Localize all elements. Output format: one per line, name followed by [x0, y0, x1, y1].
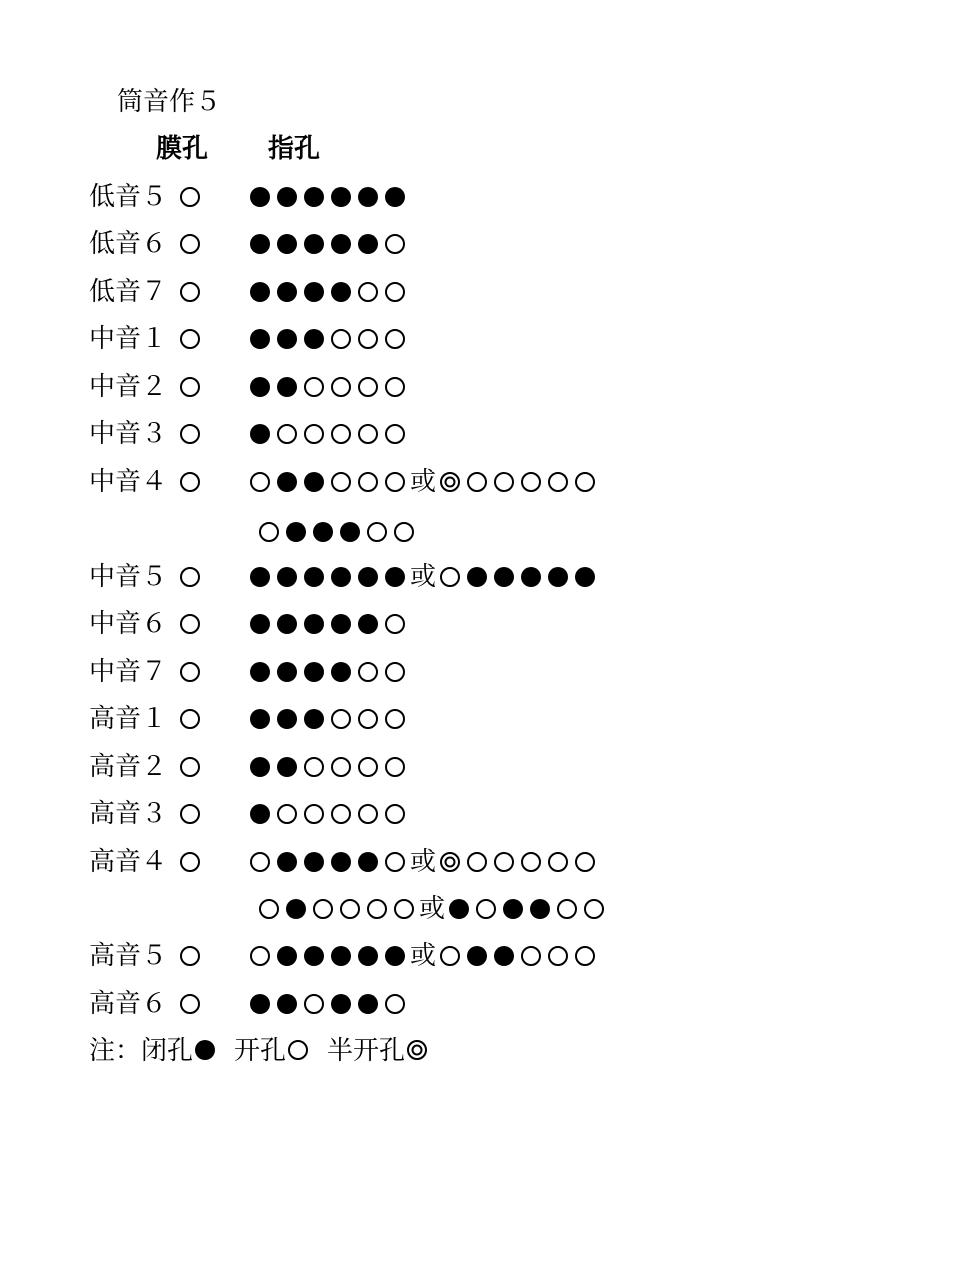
half-open-hole-icon: [438, 470, 462, 494]
note-name: 高音６: [89, 989, 168, 1019]
open-hole-icon: [383, 280, 407, 304]
closed-hole-icon: [275, 280, 299, 304]
open-hole-icon: [178, 422, 202, 446]
closed-hole-icon: [302, 944, 326, 968]
open-hole-icon: [519, 470, 543, 494]
closed-hole-icon: [501, 897, 525, 921]
closed-hole-icon: [465, 944, 489, 968]
open-hole-icon: [329, 470, 353, 494]
finger-holes: [248, 179, 410, 215]
closed-hole-icon: [492, 944, 516, 968]
open-hole-icon: [178, 232, 202, 256]
finger-holes: [248, 844, 600, 880]
open-hole-icon: [438, 565, 462, 589]
open-hole-icon: [329, 375, 353, 399]
finger-holes: [248, 986, 410, 1022]
chart-title: 筒音作５: [117, 87, 222, 117]
closed-hole-icon: [356, 565, 380, 589]
open-hole-icon: [311, 897, 335, 921]
open-hole-icon: [546, 850, 570, 874]
closed-hole-icon: [275, 707, 299, 731]
note-name: 高音２: [89, 752, 168, 782]
open-hole-icon: [492, 470, 516, 494]
closed-hole-icon: [248, 755, 272, 779]
finger-holes: [248, 369, 410, 405]
open-hole-icon: [178, 944, 202, 968]
finger-holes: [248, 226, 410, 262]
closed-hole-icon: [528, 897, 552, 921]
finger-holes: [248, 559, 600, 595]
closed-hole-icon: [356, 944, 380, 968]
closed-hole-icon: [329, 185, 353, 209]
open-hole-icon: [302, 755, 326, 779]
closed-hole-icon: [447, 897, 471, 921]
open-hole-icon: [383, 707, 407, 731]
membrane-hole: [178, 375, 202, 399]
closed-hole-icon: [275, 944, 299, 968]
legend-prefix: 注：: [89, 1036, 142, 1066]
open-hole-icon: [383, 612, 407, 636]
finger-holes: [257, 891, 609, 927]
closed-hole-icon: [573, 565, 597, 589]
open-hole-icon: [329, 327, 353, 351]
open-hole-icon: [383, 327, 407, 351]
note-name: 中音２: [89, 372, 168, 402]
open-hole-icon: [302, 802, 326, 826]
open-hole-icon: [356, 755, 380, 779]
half-open-hole-icon: [438, 850, 462, 874]
open-hole-icon: [519, 944, 543, 968]
finger-holes: [257, 514, 419, 550]
open-hole-icon: [573, 470, 597, 494]
open-hole-icon: [178, 280, 202, 304]
open-hole-icon: [356, 280, 380, 304]
open-hole-icon: [286, 1038, 310, 1062]
open-hole-icon: [573, 944, 597, 968]
closed-hole-icon: [275, 612, 299, 636]
membrane-hole: [178, 707, 202, 731]
open-hole-icon: [383, 755, 407, 779]
membrane-hole: [178, 232, 202, 256]
or-separator: 或: [410, 562, 437, 592]
open-hole-icon: [178, 185, 202, 209]
closed-hole-icon: [311, 520, 335, 544]
open-hole-icon: [178, 660, 202, 684]
closed-hole-icon: [356, 992, 380, 1016]
open-hole-icon: [178, 850, 202, 874]
open-hole-icon: [329, 707, 353, 731]
finger-holes: [248, 416, 410, 452]
open-hole-icon: [392, 897, 416, 921]
membrane-hole: [178, 612, 202, 636]
finger-holes: [248, 321, 410, 357]
closed-hole-icon: [275, 850, 299, 874]
closed-hole-icon: [546, 565, 570, 589]
closed-hole-icon: [302, 232, 326, 256]
closed-hole-icon: [248, 707, 272, 731]
half-open-hole-icon: [405, 1038, 429, 1062]
half-open-hole-icon: [405, 1036, 432, 1066]
open-hole-icon: [178, 992, 202, 1016]
closed-hole-icon: [302, 660, 326, 684]
finger-holes: [248, 749, 410, 785]
closed-hole-icon: [329, 992, 353, 1016]
closed-hole-icon: [329, 612, 353, 636]
closed-hole-icon: [193, 1038, 217, 1062]
open-hole-icon: [248, 944, 272, 968]
closed-hole-icon: [248, 185, 272, 209]
open-hole-icon: [519, 850, 543, 874]
closed-hole-icon: [275, 375, 299, 399]
open-hole-icon: [178, 470, 202, 494]
legend-closed-label: 闭孔: [141, 1036, 194, 1066]
open-hole-icon: [383, 850, 407, 874]
closed-hole-icon: [248, 422, 272, 446]
open-hole-icon: [438, 944, 462, 968]
membrane-hole-header: 膜孔: [156, 134, 209, 164]
closed-hole-icon: [275, 755, 299, 779]
closed-hole-icon: [275, 185, 299, 209]
open-hole-icon: [302, 375, 326, 399]
note-name: 高音５: [89, 941, 168, 971]
open-hole-icon: [329, 422, 353, 446]
open-hole-icon: [356, 375, 380, 399]
finger-holes: [248, 464, 600, 500]
closed-hole-icon: [275, 565, 299, 589]
open-hole-icon: [302, 992, 326, 1016]
closed-hole-icon: [329, 944, 353, 968]
open-hole-icon: [275, 802, 299, 826]
open-hole-icon: [178, 755, 202, 779]
closed-hole-icon: [248, 660, 272, 684]
membrane-hole: [178, 660, 202, 684]
open-hole-icon: [383, 802, 407, 826]
closed-hole-icon: [356, 850, 380, 874]
finger-holes: [248, 606, 410, 642]
open-hole-icon: [329, 755, 353, 779]
closed-hole-icon: [465, 565, 489, 589]
open-hole-icon: [356, 802, 380, 826]
or-separator: 或: [410, 941, 437, 971]
open-hole-icon: [178, 327, 202, 351]
open-hole-icon: [582, 897, 606, 921]
open-hole-icon: [338, 897, 362, 921]
open-hole-icon: [365, 520, 389, 544]
legend: [89, 1033, 432, 1069]
open-hole-icon: [465, 850, 489, 874]
closed-hole-icon: [275, 992, 299, 1016]
note-name: 低音５: [89, 182, 168, 212]
membrane-hole: [178, 944, 202, 968]
open-hole-icon: [356, 470, 380, 494]
open-hole-icon: [392, 520, 416, 544]
open-hole-icon: [302, 422, 326, 446]
finger-holes: [248, 938, 600, 974]
membrane-hole: [178, 992, 202, 1016]
finger-holes: [248, 274, 410, 310]
closed-hole-icon: [383, 944, 407, 968]
closed-hole-icon: [275, 470, 299, 494]
open-hole-icon: [275, 422, 299, 446]
closed-hole-icon: [329, 280, 353, 304]
closed-hole-icon: [356, 232, 380, 256]
closed-hole-icon: [302, 850, 326, 874]
open-hole-icon: [465, 470, 489, 494]
open-hole-icon: [474, 897, 498, 921]
closed-hole-icon: [302, 612, 326, 636]
membrane-hole: [178, 565, 202, 589]
open-hole-icon: [356, 327, 380, 351]
closed-hole-icon: [248, 802, 272, 826]
open-hole-icon: [546, 944, 570, 968]
note-name: 中音１: [89, 324, 168, 354]
note-name: 高音４: [89, 847, 168, 877]
note-name: 中音４: [89, 467, 168, 497]
open-hole-icon: [492, 850, 516, 874]
membrane-hole: [178, 470, 202, 494]
open-hole-icon: [178, 707, 202, 731]
open-hole-icon: [365, 897, 389, 921]
closed-hole-icon: [329, 232, 353, 256]
note-name: 低音６: [89, 229, 168, 259]
closed-hole-icon: [329, 850, 353, 874]
closed-hole-icon: [302, 280, 326, 304]
open-hole-icon: [178, 565, 202, 589]
open-hole-icon: [383, 660, 407, 684]
closed-hole-icon: [302, 470, 326, 494]
closed-hole-icon: [275, 660, 299, 684]
open-hole-icon: [383, 422, 407, 446]
finger-holes: [248, 796, 410, 832]
membrane-hole: [178, 755, 202, 779]
or-separator: 或: [410, 467, 437, 497]
closed-hole-icon: [329, 660, 353, 684]
open-hole-icon: [383, 232, 407, 256]
membrane-hole: [178, 280, 202, 304]
closed-hole-icon: [248, 232, 272, 256]
membrane-hole: [178, 327, 202, 351]
closed-hole-icon: [248, 375, 272, 399]
closed-hole-icon: [338, 520, 362, 544]
open-hole-icon: [356, 422, 380, 446]
open-hole-icon: [257, 520, 281, 544]
open-hole-icon: [356, 707, 380, 731]
finger-holes: [248, 701, 410, 737]
closed-hole-icon: [275, 327, 299, 351]
open-hole-icon: [178, 375, 202, 399]
closed-hole-icon: [519, 565, 543, 589]
membrane-hole: [178, 185, 202, 209]
finger-holes: [248, 654, 410, 690]
note-name: 中音６: [89, 609, 168, 639]
open-hole-icon: [257, 897, 281, 921]
open-hole-icon: [286, 1036, 313, 1066]
open-hole-icon: [356, 660, 380, 684]
membrane-hole: [178, 850, 202, 874]
note-name: 高音１: [89, 704, 168, 734]
open-hole-icon: [546, 470, 570, 494]
closed-hole-icon: [248, 327, 272, 351]
open-hole-icon: [383, 375, 407, 399]
closed-hole-icon: [275, 232, 299, 256]
closed-hole-icon: [302, 185, 326, 209]
closed-hole-icon: [302, 327, 326, 351]
closed-hole-icon: [302, 707, 326, 731]
legend-open-label: 开孔: [234, 1036, 287, 1066]
closed-hole-icon: [248, 992, 272, 1016]
open-hole-icon: [383, 470, 407, 494]
or-separator: 或: [410, 847, 437, 877]
open-hole-icon: [329, 802, 353, 826]
open-hole-icon: [383, 992, 407, 1016]
closed-hole-icon: [302, 565, 326, 589]
legend-half-label: 半开孔: [327, 1036, 406, 1066]
closed-hole-icon: [356, 185, 380, 209]
open-hole-icon: [178, 802, 202, 826]
note-name: 高音３: [89, 799, 168, 829]
membrane-hole: [178, 802, 202, 826]
open-hole-icon: [573, 850, 597, 874]
or-separator: 或: [419, 894, 446, 924]
note-name: 低音７: [89, 277, 168, 307]
note-name: 中音３: [89, 419, 168, 449]
note-name: 中音７: [89, 657, 168, 687]
open-hole-icon: [178, 612, 202, 636]
membrane-hole: [178, 422, 202, 446]
closed-hole-icon: [193, 1036, 220, 1066]
open-hole-icon: [248, 850, 272, 874]
closed-hole-icon: [284, 897, 308, 921]
closed-hole-icon: [383, 565, 407, 589]
open-hole-icon: [248, 470, 272, 494]
closed-hole-icon: [248, 280, 272, 304]
closed-hole-icon: [329, 565, 353, 589]
finger-holes-header: 指孔: [268, 134, 321, 164]
closed-hole-icon: [492, 565, 516, 589]
closed-hole-icon: [248, 565, 272, 589]
note-name: 中音５: [89, 562, 168, 592]
closed-hole-icon: [248, 612, 272, 636]
open-hole-icon: [555, 897, 579, 921]
closed-hole-icon: [383, 185, 407, 209]
closed-hole-icon: [284, 520, 308, 544]
closed-hole-icon: [356, 612, 380, 636]
